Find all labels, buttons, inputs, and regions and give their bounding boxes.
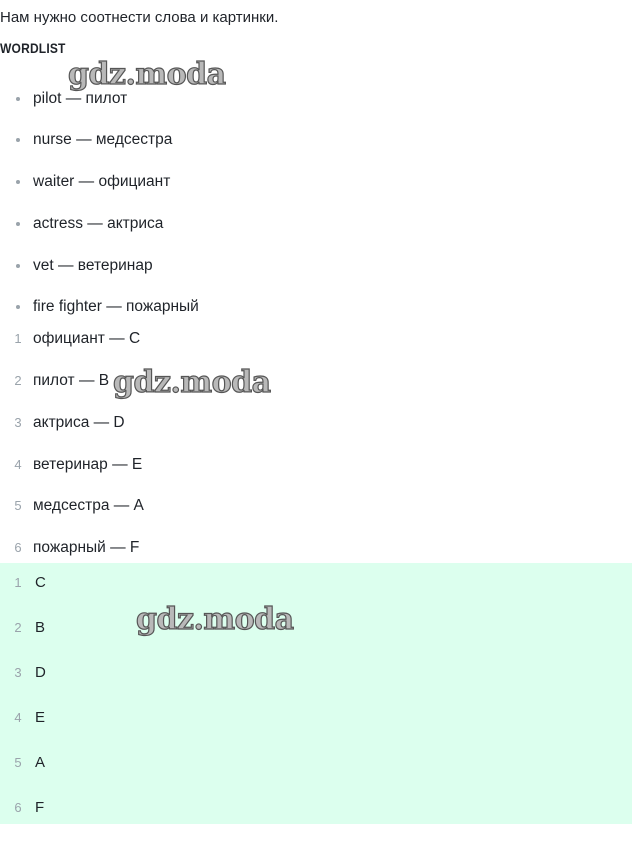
- match-text: пожарный — F: [33, 539, 140, 556]
- bullet-icon: [16, 97, 20, 101]
- watermark: gdz.moda: [68, 57, 226, 92]
- answer-text: C: [35, 573, 46, 591]
- bullet-icon: [16, 222, 20, 226]
- bullet-icon: [16, 138, 20, 142]
- answer-text: A: [35, 753, 46, 771]
- list-item-text: actress — актриса: [33, 215, 164, 232]
- match-text: официант — C: [33, 330, 141, 347]
- wordlist-heading: WORDLIST: [0, 40, 66, 56]
- match-text: медсестра — A: [33, 497, 144, 514]
- answer-text: E: [35, 708, 46, 726]
- item-number: 4: [14, 457, 22, 472]
- item-number: 3: [14, 664, 22, 680]
- match-text: актриса — D: [33, 414, 125, 431]
- list-item-text: vet — ветеринар: [33, 257, 153, 274]
- answer-text: B: [35, 618, 46, 636]
- watermark: gdz.moda: [113, 365, 271, 400]
- item-number: 1: [14, 574, 22, 590]
- bullet-icon: [16, 305, 20, 309]
- intro-text: Нам нужно соотнести слова и картинки.: [0, 9, 279, 26]
- watermark: gdz.moda: [136, 602, 294, 637]
- item-number: 6: [14, 540, 22, 555]
- item-number: 6: [14, 799, 22, 815]
- answer-box: [0, 563, 632, 824]
- answer-text: D: [35, 663, 46, 681]
- answer-text: F: [35, 798, 45, 816]
- item-number: 2: [14, 619, 22, 635]
- list-item-text: nurse — медсестра: [33, 131, 173, 148]
- match-text: пилот — B: [33, 372, 110, 389]
- bullet-icon: [16, 180, 20, 184]
- list-item-text: pilot — пилот: [33, 90, 128, 107]
- item-number: 1: [14, 331, 22, 346]
- list-item-text: fire fighter — пожарный: [33, 298, 199, 315]
- bullet-icon: [16, 264, 20, 268]
- list-item-text: waiter — официант: [33, 173, 171, 190]
- item-number: 4: [14, 709, 22, 725]
- item-number: 2: [14, 373, 22, 388]
- item-number: 3: [14, 415, 22, 430]
- item-number: 5: [14, 498, 22, 513]
- match-text: ветеринар — E: [33, 456, 143, 473]
- item-number: 5: [14, 754, 22, 770]
